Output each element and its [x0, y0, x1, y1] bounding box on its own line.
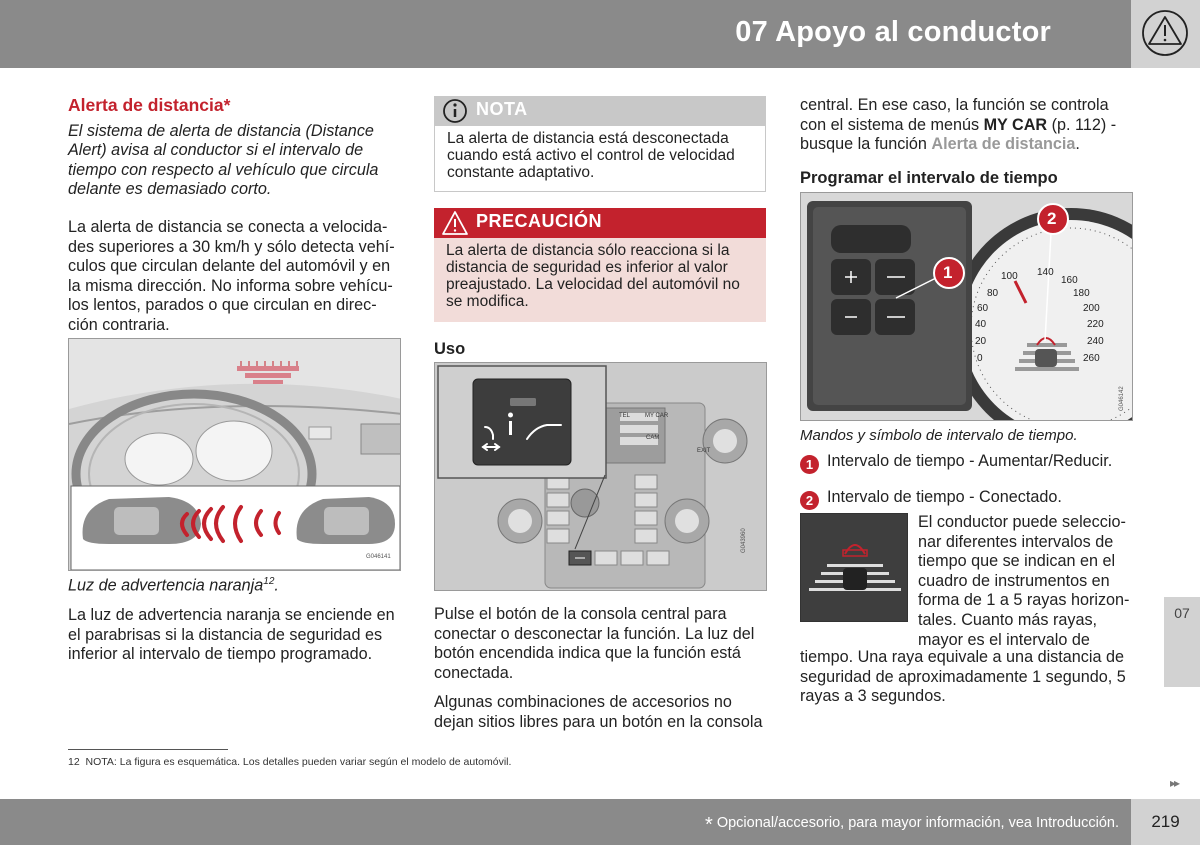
number-badge: 2	[800, 491, 819, 510]
interval-bars-icon	[801, 514, 908, 622]
gauge-tick: 200	[1083, 303, 1100, 314]
badge-2: 2	[1047, 209, 1057, 228]
figure-steering-controls	[800, 192, 1133, 421]
console-label: MY CAR	[645, 413, 669, 419]
gauge-tick: 40	[975, 319, 987, 330]
figure-console	[434, 362, 767, 591]
list-item: 1 Intervalo de tiempo - Aumentar/Reducir.	[800, 452, 1133, 474]
section-heading: Alerta de distancia*	[68, 95, 231, 115]
gauge-tick: 220	[1087, 319, 1104, 330]
page-header	[0, 0, 1131, 68]
paragraph: Algunas combinaciones de accesorios no dejan sitios libres para un botón en la consola	[434, 693, 763, 731]
column-2-bottom	[434, 605, 768, 733]
console-label: TEL	[619, 413, 631, 419]
column-1	[68, 96, 398, 336]
gauge-tick: 180	[1073, 288, 1090, 299]
console-label: CAM	[646, 435, 660, 441]
para-wrap: El conductor puede seleccio-nar diferentes intervalos de tiempo que se indican en el cuadro de instrumentos en forma de 1 a 5 rayas horizon-tales. Cuanto más rayas, mayor es el intervalo de	[918, 513, 1130, 649]
page-number: 219	[1131, 799, 1200, 845]
note-header	[434, 96, 766, 126]
time-interval-symbol	[800, 513, 908, 622]
warning-triangle-icon	[1131, 0, 1200, 68]
figure-code: G043960	[741, 528, 747, 553]
paragraph: La alerta de distancia se conecta a velocida-des superiores a 30 km/h y sólo detecta vehí-culos que circulan delante del automóvil y en la misma dirección. No informa sobre vehícu-los lentos, parados o que circulan en direc-ción contraria.	[68, 217, 395, 334]
chapter-tab: 07	[1164, 597, 1200, 687]
function-name: Alerta de distancia	[931, 135, 1076, 154]
caution-text: La alerta de distancia sólo reacciona si la distancia de seguridad es inferior al valor preajustado. La velocidad del automóvil no se modifica.	[434, 238, 766, 322]
footer-note: * Opcional/accesorio, para mayor información, vea Introducción.	[705, 814, 1119, 836]
paragraph: central. En ese caso, la función se controla con el sistema de menús MY CAR (p. 112) - busque la función Alerta de distancia.	[800, 96, 1117, 154]
figure-code: G046142	[1119, 386, 1125, 411]
figure-caption: Mandos y símbolo de intervalo de tiempo.	[800, 427, 1078, 444]
gauge-tick: 80	[987, 288, 999, 299]
column-3	[800, 96, 1133, 188]
badge-1: 1	[943, 263, 953, 282]
gauge-tick: 0	[977, 353, 983, 364]
menu-name: MY CAR	[983, 115, 1048, 134]
figure-caption: Luz de advertencia naranja$^{12}$.	[68, 576, 279, 595]
gauge-tick: 60	[977, 303, 989, 314]
caution-header	[434, 208, 766, 238]
gauge-tick: 160	[1061, 275, 1078, 286]
continue-arrows-icon: ▸▸	[1170, 776, 1179, 790]
chapter-title: 07 Apoyo al conductor	[735, 16, 1051, 48]
footnote: 12 NOTA: La figura es esquemática. Los detalles pueden variar según el modelo de automóvil.	[68, 756, 512, 768]
console-illustration	[435, 363, 767, 591]
gauge-tick: 20	[975, 336, 987, 347]
intro-text: El sistema de alerta de distancia (Distance Alert) avisa al conductor si el intervalo de tiempo con respecto al vehículo que circula delante es demasiado corto.	[68, 121, 379, 199]
gauge-tick: 240	[1087, 336, 1104, 347]
chapter-icon-box	[1131, 0, 1200, 68]
gauge-tick: 260	[1083, 353, 1100, 364]
paragraph: La luz de advertencia naranja se enciende en el parabrisas si la distancia de seguridad es inferior al intervalo de tiempo programado.	[68, 605, 395, 664]
list-item: 2 Intervalo de tiempo - Conectado.	[800, 488, 1133, 510]
gauge-tick: 140	[1037, 267, 1054, 278]
console-label: EXIT	[697, 448, 711, 454]
subheading: Programar el intervalo de tiempo	[800, 168, 1058, 187]
column-1-bottom	[68, 572, 398, 665]
column-3-list	[800, 426, 1133, 510]
gauge-tick: 100	[1001, 271, 1018, 282]
warning-triangle-icon	[438, 208, 472, 238]
figure-dashboard	[68, 338, 401, 571]
caution-label: PRECAUCIÓN	[476, 211, 603, 231]
footnote-divider	[68, 749, 228, 750]
figure-code: G046141	[366, 554, 391, 560]
note-label: NOTA	[476, 99, 528, 119]
paragraph: tiempo. Una raya equivale a una distancia de seguridad de aproximadamente 1 segundo, 5 rayas a 3 segundos.	[800, 648, 1126, 706]
note-text: La alerta de distancia está desconectada cuando está activo el control de velocidad constante adaptativo.	[434, 126, 766, 192]
dashboard-illustration	[69, 339, 401, 571]
page-footer	[0, 799, 1131, 845]
number-badge: 1	[800, 455, 819, 474]
subheading: Uso	[434, 340, 466, 358]
info-icon	[438, 96, 472, 126]
paragraph: Pulse el botón de la consola central para conectar o desconectar la función. La luz del botón encendida indica que la función está conectada.	[434, 605, 755, 682]
